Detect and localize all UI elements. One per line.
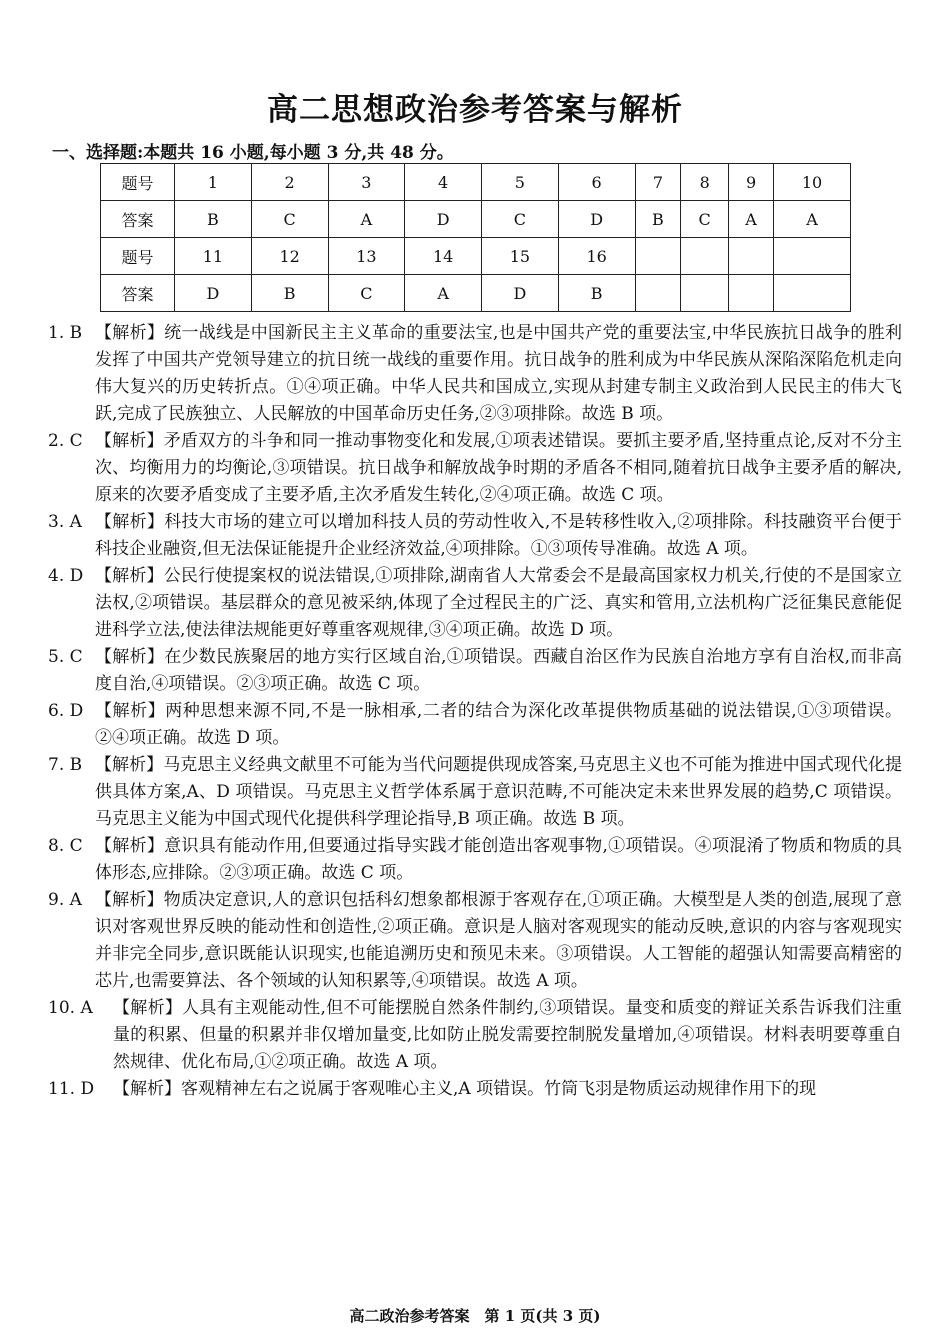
list-item [48,698,902,752]
table-cell [635,238,681,275]
page-title: 高二思想政治参考答案与解析 [267,92,683,128]
item-text: 【解析】公民行使提案权的说法错误,①项排除,湖南省人大常委会不是最高国家权力机关,行使的不是国家立法权,②项错误。基层群众的意见被采纳,体现了全过程民主的广泛、真实和管用,立法机构广泛征集民意能促进科学立法,使法律法规能更好尊重客观规律,③④项正确。故选 D 项。 [95,566,902,640]
item-number: 3. A [48,512,82,532]
item-number: 10. A [48,998,93,1018]
item-text: 【解析】矛盾双方的斗争和同一推动事物变化和发展,①项表述错误。要抓主要矛盾,坚持重点论,反对不分主次、均衡用力的均衡论,③项错误。抗日战争和解放战争时期的矛盾各不相同,随着抗日战争主要矛盾的解决,原来的次要矛盾变成了主要矛盾,主次矛盾发生转化,②④项正确。故选 C 项。 [95,431,902,505]
table-cell: 4 [405,164,482,201]
table-cell: 13 [328,238,405,275]
table-cell: C [328,275,405,312]
table-cell: 9 [728,164,773,201]
list-item [48,752,902,833]
table-label: 题号 [101,238,175,275]
table-cell: 10 [774,164,851,201]
table-cell: 16 [558,238,635,275]
item-number: 2. C [48,431,83,451]
table-cell: C [251,201,328,238]
table-cell: D [558,201,635,238]
table-cell: 15 [482,238,559,275]
list-item [48,1076,902,1103]
table-cell: D [482,275,559,312]
list-item [48,887,902,995]
table-row [101,238,851,275]
table-cell: C [482,201,559,238]
table-cell: A [328,201,405,238]
table-label: 答案 [101,275,175,312]
item-number: 6. D [48,701,84,721]
table-cell: 14 [405,238,482,275]
table-cell: 12 [251,238,328,275]
table-cell: B [175,201,252,238]
list-item [48,509,902,563]
item-number: 5. C [48,647,83,667]
table-cell [681,238,729,275]
table-cell: B [635,201,681,238]
item-text: 【解析】意识具有能动作用,但要通过指导实践才能创造出客观事物,①项错误。④项混淆了物质和物质的具体形态,应排除。②③项正确。故选 C 项。 [95,836,902,883]
table-cell [681,275,729,312]
item-text: 【解析】马克思主义经典文献里不可能为当代问题提供现成答案,马克思主义也不可能为推进中国式现代化提供具体方案,A、D 项错误。马克思主义哲学体系属于意识范畴,不可能决定未来世界发展的趋势,C 项错误。马克思主义能为中国式现代化提供科学理论指导,B 项正确。故选 B 项。 [95,755,902,829]
list-item [48,995,902,1076]
list-item [48,320,902,428]
list-item [48,563,902,644]
table-cell: 11 [175,238,252,275]
table-cell: 8 [681,164,729,201]
item-number: 7. B [48,755,83,775]
section-heading: 一、选择题:本题共 16 小题,每小题 3 分,共 48 分。 [52,143,454,163]
table-row [101,201,851,238]
item-number: 4. D [48,566,84,586]
table-cell: B [558,275,635,312]
table-cell [728,238,773,275]
item-text: 【解析】在少数民族聚居的地方实行区域自治,①项错误。西藏自治区作为民族自治地方享有自治权,而非高度自治,④项错误。②③项正确。故选 C 项。 [95,647,902,694]
table-cell: D [175,275,252,312]
item-number: 8. C [48,836,83,856]
table-cell [635,275,681,312]
table-cell: A [728,201,773,238]
item-number: 9. A [48,890,82,910]
table-label: 题号 [101,164,175,201]
item-number: 1. B [48,323,83,343]
item-text: 【解析】客观精神左右之说属于客观唯心主义,A 项错误。竹筒飞羽是物质运动规律作用下的现 [113,1079,817,1099]
table-cell: 7 [635,164,681,201]
explanations-list [48,320,902,1103]
table-row [101,164,851,201]
item-text: 【解析】两种思想来源不同,不是一脉相承,二者的结合为深化改革提供物质基础的说法错误,①③项错误。②④项正确。故选 D 项。 [95,701,902,748]
table-cell [774,238,851,275]
table-cell [728,275,773,312]
item-text: 【解析】科技大市场的建立可以增加科技人员的劳动性收入,不是转移性收入,②项排除。科技融资平台便于科技企业融资,但无法保证能提升企业经济效益,④项排除。①③项传导准确。故选 A 项。 [95,512,902,559]
table-cell: B [251,275,328,312]
table-cell: 5 [482,164,559,201]
page-footer: 高二政治参考答案 第 1 页(共 3 页) [349,1307,601,1325]
list-item [48,428,902,509]
table-row [101,275,851,312]
table-cell [774,275,851,312]
table-cell: D [405,201,482,238]
table-cell: 1 [175,164,252,201]
list-item [48,644,902,698]
table-cell: 3 [328,164,405,201]
table-cell: 6 [558,164,635,201]
answer-table [100,163,851,312]
item-text: 【解析】人具有主观能动性,但不可能摆脱自然条件制约,③项错误。量变和质变的辩证关系告诉我们注重量的积累、但量的积累并非仅增加量变,比如防止脱发需要控制脱发量增加,④项错误。材料表明要尊重自然规律、优化布局,①②项正确。故选 A 项。 [113,998,902,1072]
table-cell: A [405,275,482,312]
item-number: 11. D [48,1079,95,1099]
table-cell: A [774,201,851,238]
list-item [48,833,902,887]
table-label: 答案 [101,201,175,238]
table-cell: 2 [251,164,328,201]
item-text: 【解析】物质决定意识,人的意识包括科幻想象都根源于客观存在,①项正确。大模型是人类的创造,展现了意识对客观世界反映的能动性和创造性,②项正确。意识是人脑对客观现实的能动反映,意识的内容与客观现实并非完全同步,意识既能认识现实,也能追溯历史和预见未来。③项错误。人工智能的超强认知需要高精密的芯片,也需要算法、各个领域的认知积累等,④项错误。故选 A 项。 [95,890,902,991]
table-cell: C [681,201,729,238]
item-text: 【解析】统一战线是中国新民主主义革命的重要法宝,也是中国共产党的重要法宝,中华民族抗日战争的胜利发挥了中国共产党领导建立的抗日统一战线的重要作用。抗日战争的胜利成为中华民族从深陷深陷危机走向伟大复兴的历史转折点。①④项正确。中华人民共和国成立,实现从封建专制主义政治到人民民主的伟大飞跃,完成了民族独立、人民解放的中国革命历史任务,②③项排除。故选 B 项。 [95,323,902,424]
